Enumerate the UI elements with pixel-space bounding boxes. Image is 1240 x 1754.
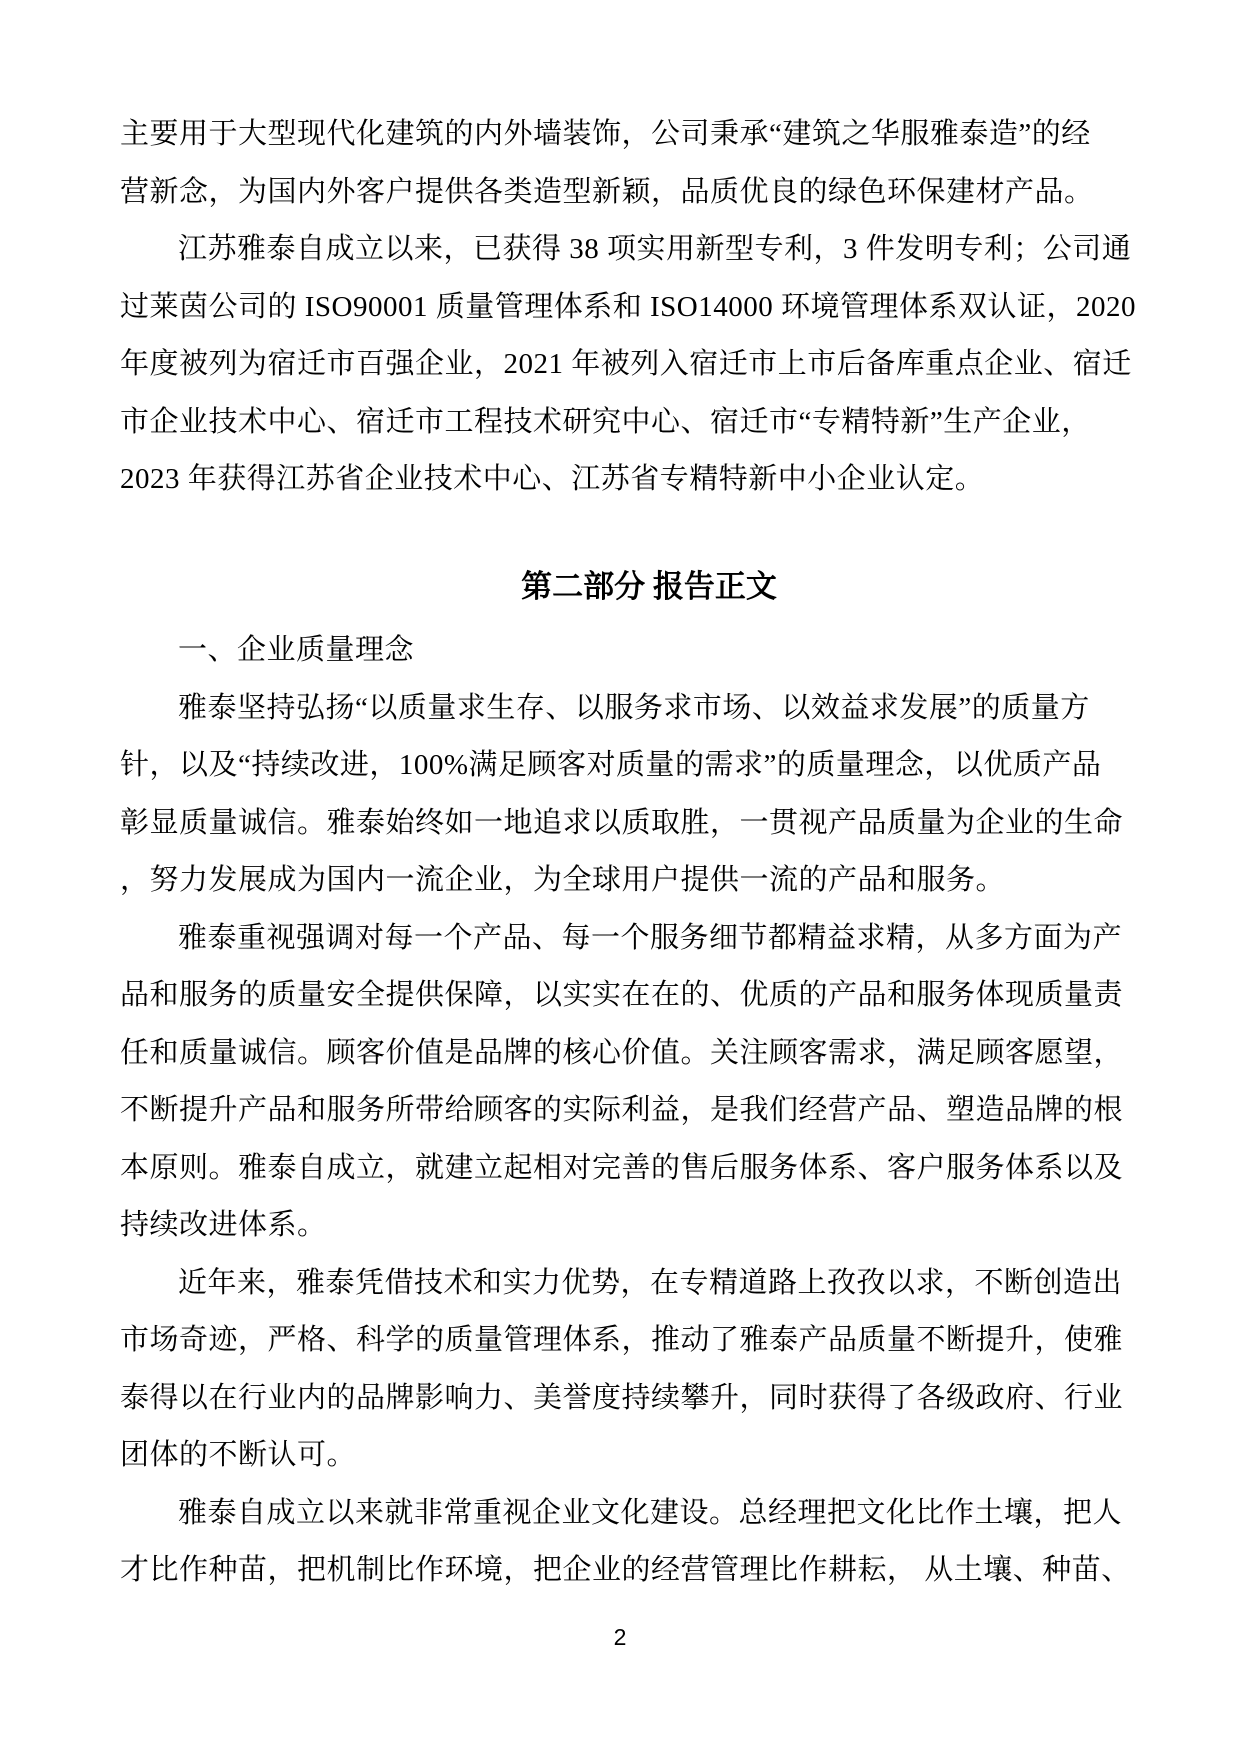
text-line: 泰得以在行业内的品牌影响力、美誉度持续攀升，同时获得了各级政府、行业 — [120, 1381, 1124, 1414]
text-line: 彰显质量诚信。雅泰始终如一地追求以质取胜，一贯视产品质量为企业的生命 — [120, 806, 1124, 839]
section-heading-part-two: 第二部分 报告正文 — [521, 568, 777, 604]
text-line: 2023 年获得江苏省企业技术中心、江苏省专精特新中小企业认定。 — [120, 463, 985, 495]
para-section-one-title — [120, 622, 1116, 680]
text-line: 过莱茵公司的 ISO90001 质量管理体系和 ISO14000 环境管理体系双认证，2020 — [120, 290, 1136, 323]
para-recent-achievements — [120, 1255, 1124, 1485]
text-line: 近年来，雅泰凭借技术和实力优势，在专精道路上孜孜以求，不断创造出 — [178, 1266, 1123, 1299]
para-company-honors — [120, 221, 1136, 509]
text-line: 团体的不断认可。 — [120, 1439, 357, 1471]
text-line: 持续改进体系。 — [120, 1209, 327, 1241]
text-line: 营新念，为国内外客户提供各类造型新颖，品质优良的绿色环保建材产品。 — [120, 175, 1094, 208]
para-company-intro-continued — [120, 106, 1116, 221]
page-footer — [0, 1624, 1240, 1651]
text-line: 市企业技术中心、宿迁市工程技术研究中心、宿迁市“专精特新”生产企业， — [120, 405, 1091, 438]
text-line: 针，以及“持续改进，100%满足顾客对质量的需求”的质量理念，以优质产品 — [120, 749, 1102, 781]
text-line: 雅泰自成立以来就非常重视企业文化建设。总经理把文化比作土壤，把人 — [178, 1496, 1123, 1529]
text-line: ，努力发展成为国内一流企业，为全球用户提供一流的产品和服务。 — [120, 864, 1006, 896]
text-line: 雅泰坚持弘扬“以质量求生存、以服务求市场、以效益求发展”的质量方 — [178, 691, 1090, 724]
text-line: 本原则。雅泰自成立，就建立起相对完善的售后服务体系、客户服务体系以及 — [120, 1151, 1124, 1184]
text-line: 雅泰重视强调对每一个产品、每一个服务细节都精益求精，从多方面为产 — [178, 921, 1123, 954]
page-number: 2 — [613, 1624, 627, 1650]
text-line: 任和质量诚信。顾客价值是品牌的核心价值。关注顾客需求，满足顾客愿望， — [120, 1036, 1124, 1069]
para-corporate-culture — [120, 1485, 1131, 1600]
document-content — [120, 106, 1136, 1600]
para-customer-value — [120, 910, 1124, 1255]
text-line: 才比作种苗，把机制比作环境，把企业的经营管理比作耕耘， 从土壤、种苗、 — [120, 1554, 1131, 1586]
text-line: 不断提升产品和服务所带给顾客的实际利益，是我们经营产品、塑造品牌的根 — [120, 1094, 1124, 1126]
para-quality-policy — [120, 680, 1124, 910]
text-line: 市场奇迹，严格、科学的质量管理体系，推动了雅泰产品质量不断提升，使雅 — [120, 1324, 1124, 1356]
text-line: 主要用于大型现代化建筑的内外墙装饰，公司秉承“建筑之华服雅泰造”的经 — [120, 118, 1091, 150]
text-line: 年度被列为宿迁市百强企业，2021 年被列入宿迁市上市后备库重点企业、宿迁 — [120, 348, 1132, 380]
text-line: 江苏雅泰自成立以来，已获得 38 项实用新型专利，3 件发明专利；公司通 — [178, 233, 1132, 265]
text-line: 品和服务的质量安全提供保障，以实实在在的、优质的产品和服务体现质量责 — [120, 979, 1124, 1011]
text-line: 一、企业质量理念 — [178, 634, 415, 666]
